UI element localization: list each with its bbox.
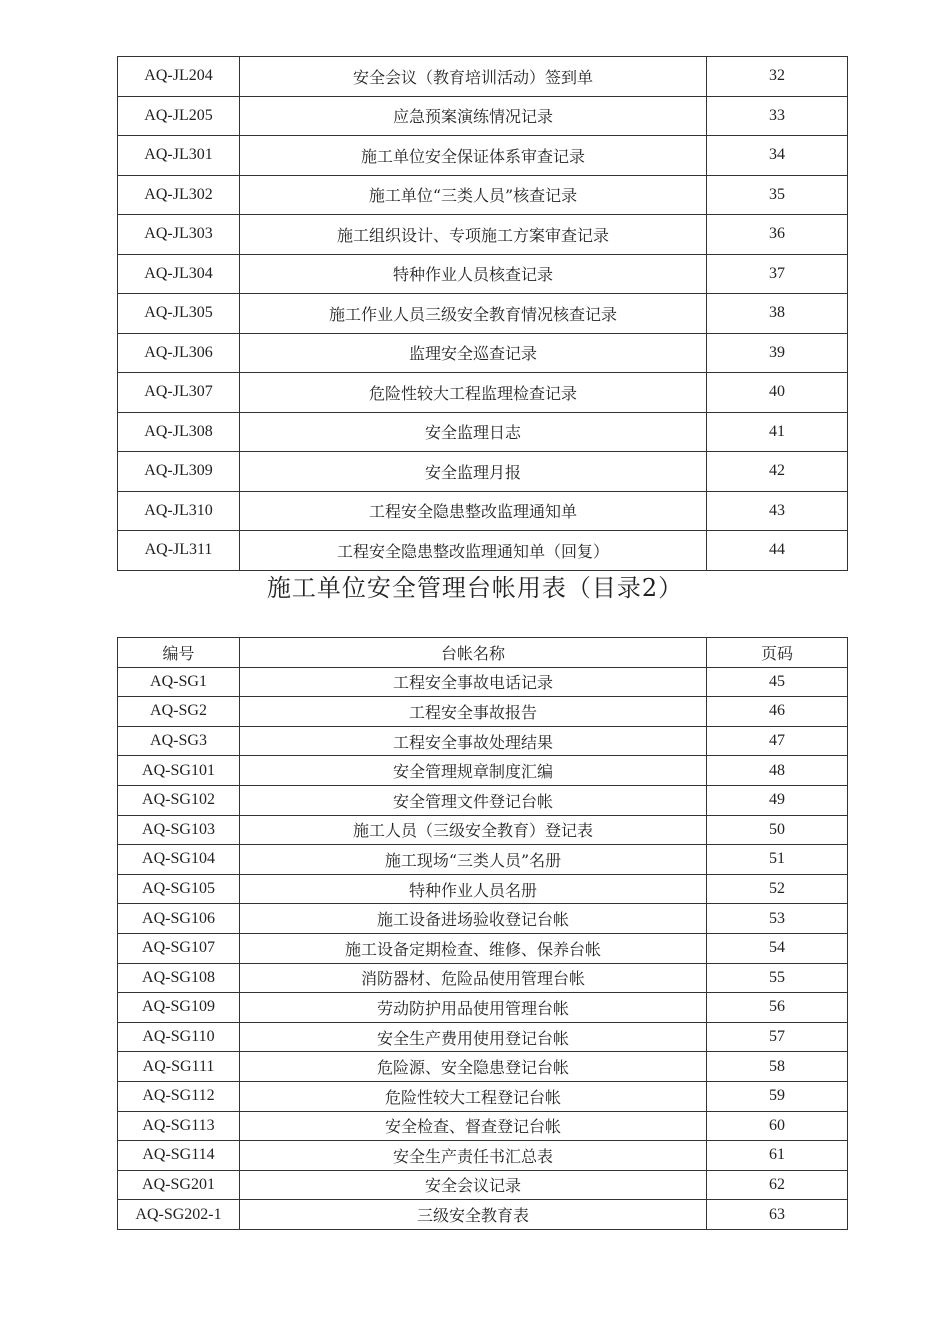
page-cell: 47 xyxy=(707,726,848,756)
code-cell: AQ-SG110 xyxy=(118,1022,240,1052)
table-row xyxy=(118,1111,848,1141)
name-cell: 工程安全事故电话记录 xyxy=(240,667,707,697)
table-row xyxy=(118,175,848,215)
code-cell: AQ-SG109 xyxy=(118,993,240,1023)
table-row xyxy=(118,874,848,904)
code-cell: AQ-SG2 xyxy=(118,697,240,727)
page-cell: 46 xyxy=(707,697,848,727)
name-cell: 危险性较大工程登记台帐 xyxy=(240,1081,707,1111)
header-row xyxy=(118,638,848,668)
name-cell: 安全会议（教育培训活动）签到单 xyxy=(240,57,707,97)
table-row xyxy=(118,491,848,531)
page-cell: 33 xyxy=(707,96,848,136)
page-cell: 39 xyxy=(707,333,848,373)
code-cell: AQ-SG101 xyxy=(118,756,240,786)
code-cell: AQ-SG113 xyxy=(118,1111,240,1141)
sg-index-table xyxy=(117,637,848,1230)
table-row xyxy=(118,531,848,571)
page-cell: 58 xyxy=(707,1052,848,1082)
table-row xyxy=(118,1022,848,1052)
code-cell: AQ-JL305 xyxy=(118,294,240,334)
name-cell: 监理安全巡查记录 xyxy=(240,333,707,373)
table-row xyxy=(118,412,848,452)
table-row xyxy=(118,215,848,255)
table-row xyxy=(118,1141,848,1171)
table-row xyxy=(118,294,848,334)
code-cell: AQ-SG202-1 xyxy=(118,1200,240,1230)
name-cell: 三级安全教育表 xyxy=(240,1200,707,1230)
code-cell: AQ-JL205 xyxy=(118,96,240,136)
header-name: 台帐名称 xyxy=(240,638,707,668)
code-cell: AQ-JL301 xyxy=(118,136,240,176)
table-row xyxy=(118,254,848,294)
page-cell: 52 xyxy=(707,874,848,904)
page-cell: 43 xyxy=(707,491,848,531)
code-cell: AQ-SG102 xyxy=(118,785,240,815)
page-cell: 48 xyxy=(707,756,848,786)
code-cell: AQ-SG105 xyxy=(118,874,240,904)
name-cell: 安全生产费用使用登记台帐 xyxy=(240,1022,707,1052)
name-cell: 特种作业人员核查记录 xyxy=(240,254,707,294)
table-row xyxy=(118,667,848,697)
table-row xyxy=(118,57,848,97)
page-cell: 55 xyxy=(707,963,848,993)
name-cell: 安全会议记录 xyxy=(240,1170,707,1200)
page-cell: 62 xyxy=(707,1170,848,1200)
table-row xyxy=(118,904,848,934)
page-cell: 56 xyxy=(707,993,848,1023)
page-cell: 57 xyxy=(707,1022,848,1052)
name-cell: 危险性较大工程监理检查记录 xyxy=(240,373,707,413)
jl-table-body xyxy=(118,57,848,571)
name-cell: 施工设备定期检查、维修、保养台帐 xyxy=(240,933,707,963)
name-cell: 安全检查、督查登记台帐 xyxy=(240,1111,707,1141)
table-row xyxy=(118,96,848,136)
code-cell: AQ-SG112 xyxy=(118,1081,240,1111)
name-cell: 施工单位安全保证体系审查记录 xyxy=(240,136,707,176)
name-cell: 工程安全隐患整改监理通知单 xyxy=(240,491,707,531)
name-cell: 安全监理日志 xyxy=(240,412,707,452)
code-cell: AQ-SG111 xyxy=(118,1052,240,1082)
table-row xyxy=(118,333,848,373)
page-cell: 51 xyxy=(707,845,848,875)
table-row xyxy=(118,963,848,993)
page-cell: 49 xyxy=(707,785,848,815)
page-cell: 59 xyxy=(707,1081,848,1111)
code-cell: AQ-JL306 xyxy=(118,333,240,373)
code-cell: AQ-JL303 xyxy=(118,215,240,255)
name-cell: 安全监理月报 xyxy=(240,452,707,492)
page-cell: 42 xyxy=(707,452,848,492)
sg-table-body xyxy=(118,667,848,1229)
name-cell: 施工现场“三类人员”名册 xyxy=(240,845,707,875)
code-cell: AQ-SG108 xyxy=(118,963,240,993)
name-cell: 工程安全事故处理结果 xyxy=(240,726,707,756)
code-cell: AQ-JL308 xyxy=(118,412,240,452)
sg-table-header xyxy=(118,638,848,668)
page-cell: 37 xyxy=(707,254,848,294)
table-row xyxy=(118,815,848,845)
code-cell: AQ-SG104 xyxy=(118,845,240,875)
table-row xyxy=(118,1170,848,1200)
page-cell: 38 xyxy=(707,294,848,334)
page-cell: 44 xyxy=(707,531,848,571)
table-row xyxy=(118,1081,848,1111)
code-cell: AQ-SG201 xyxy=(118,1170,240,1200)
name-cell: 安全管理规章制度汇编 xyxy=(240,756,707,786)
code-cell: AQ-SG1 xyxy=(118,667,240,697)
code-cell: AQ-JL302 xyxy=(118,175,240,215)
code-cell: AQ-SG107 xyxy=(118,933,240,963)
code-cell: AQ-JL204 xyxy=(118,57,240,97)
code-cell: AQ-SG114 xyxy=(118,1141,240,1171)
table-row xyxy=(118,1052,848,1082)
name-cell: 施工单位“三类人员”核查记录 xyxy=(240,175,707,215)
name-cell: 消防器材、危险品使用管理台帐 xyxy=(240,963,707,993)
header-code: 编号 xyxy=(118,638,240,668)
table-row xyxy=(118,785,848,815)
code-cell: AQ-SG106 xyxy=(118,904,240,934)
code-cell: AQ-SG103 xyxy=(118,815,240,845)
name-cell: 特种作业人员名册 xyxy=(240,874,707,904)
code-cell: AQ-JL304 xyxy=(118,254,240,294)
page-cell: 50 xyxy=(707,815,848,845)
table-row xyxy=(118,726,848,756)
name-cell: 危险源、安全隐患登记台帐 xyxy=(240,1052,707,1082)
name-cell: 施工设备进场验收登记台帐 xyxy=(240,904,707,934)
page-cell: 34 xyxy=(707,136,848,176)
page-cell: 61 xyxy=(707,1141,848,1171)
name-cell: 工程安全隐患整改监理通知单（回复） xyxy=(240,531,707,571)
page-cell: 60 xyxy=(707,1111,848,1141)
name-cell: 工程安全事故报告 xyxy=(240,697,707,727)
table-row xyxy=(118,452,848,492)
code-cell: AQ-JL309 xyxy=(118,452,240,492)
page-cell: 63 xyxy=(707,1200,848,1230)
page-cell: 32 xyxy=(707,57,848,97)
name-cell: 安全生产责任书汇总表 xyxy=(240,1141,707,1171)
header-page: 页码 xyxy=(707,638,848,668)
section-title: 施工单位安全管理台帐用表（目录2） xyxy=(266,574,684,602)
name-cell: 施工人员（三级安全教育）登记表 xyxy=(240,815,707,845)
page-cell: 54 xyxy=(707,933,848,963)
table-row xyxy=(118,1200,848,1230)
name-cell: 安全管理文件登记台帐 xyxy=(240,785,707,815)
name-cell: 劳动防护用品使用管理台帐 xyxy=(240,993,707,1023)
page-cell: 36 xyxy=(707,215,848,255)
page-cell: 45 xyxy=(707,667,848,697)
table-row xyxy=(118,697,848,727)
table-row xyxy=(118,933,848,963)
jl-index-table xyxy=(117,56,848,571)
page-cell: 53 xyxy=(707,904,848,934)
code-cell: AQ-JL310 xyxy=(118,491,240,531)
name-cell: 应急预案演练情况记录 xyxy=(240,96,707,136)
code-cell: AQ-JL311 xyxy=(118,531,240,571)
name-cell: 施工组织设计、专项施工方案审查记录 xyxy=(240,215,707,255)
name-cell: 施工作业人员三级安全教育情况核查记录 xyxy=(240,294,707,334)
code-cell: AQ-SG3 xyxy=(118,726,240,756)
page-cell: 41 xyxy=(707,412,848,452)
table-row xyxy=(118,756,848,786)
table-row xyxy=(118,993,848,1023)
table-row xyxy=(118,845,848,875)
page-cell: 35 xyxy=(707,175,848,215)
table-row xyxy=(118,373,848,413)
code-cell: AQ-JL307 xyxy=(118,373,240,413)
table-row xyxy=(118,136,848,176)
page-cell: 40 xyxy=(707,373,848,413)
